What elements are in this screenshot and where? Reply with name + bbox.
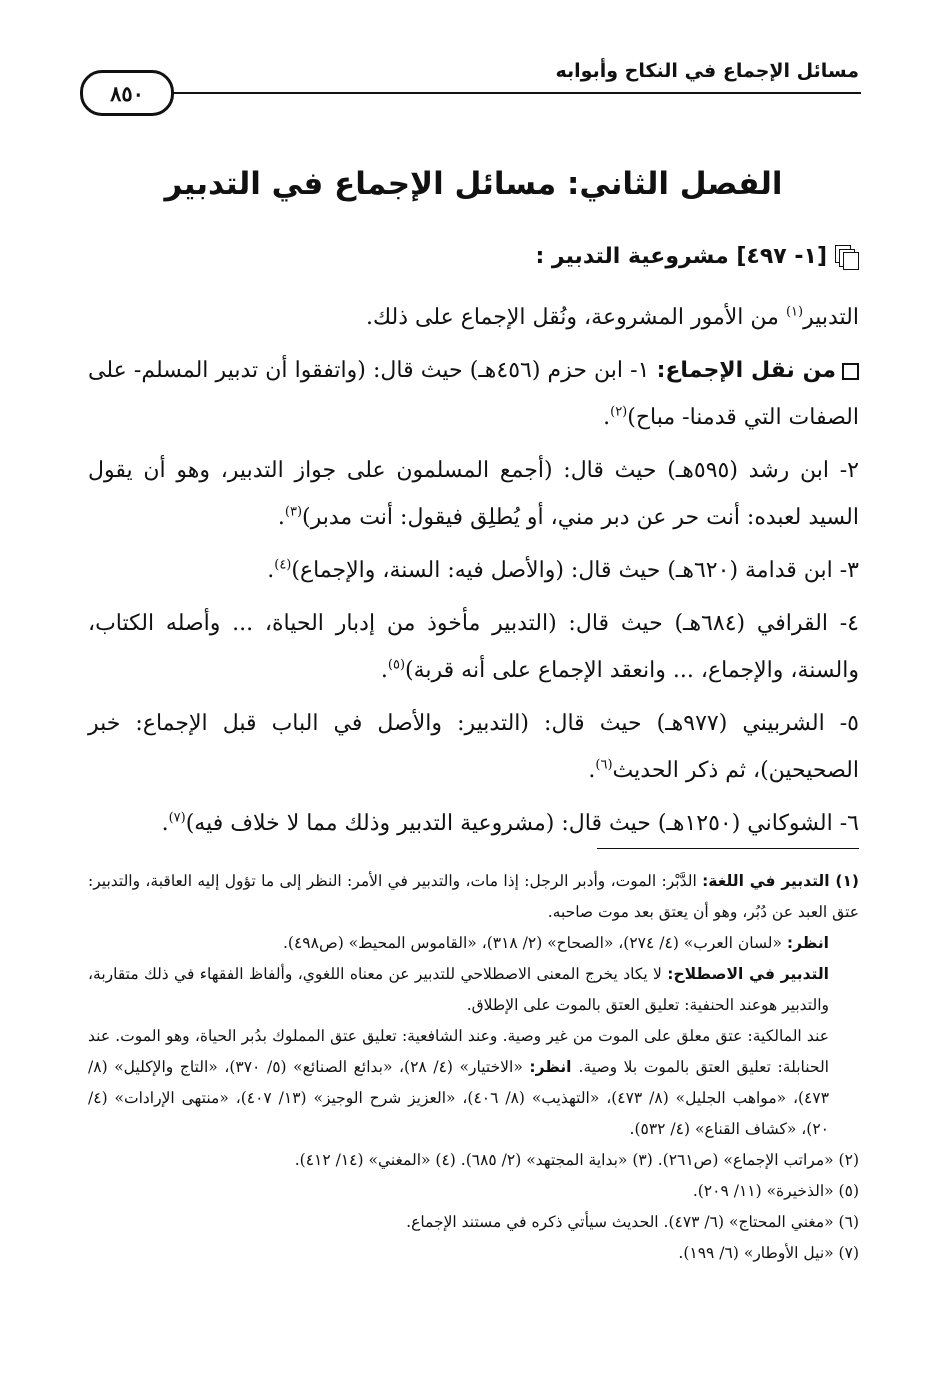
footnote-7: (٧) «نيل الأوطار» (٦/ ١٩٩). [678, 1244, 859, 1262]
full-stop: . [277, 505, 285, 530]
footnote-1-sources [88, 928, 859, 959]
documents-icon [835, 245, 859, 269]
item-4-paragraph [88, 600, 859, 694]
item-1-text: ١- ابن حزم (٤٥٦هـ) حيث قال: (واتفقوا أن تدبير المسلم- على الصفات التي قدمنا- مباح) [88, 358, 859, 430]
footnote-1-text: الدَّبْر: الموت، وأدبر الرجل: إذا مات، والتدبير في الأمر: النظر إلى ما تؤول إليه العاقبة، والتدبير: عتق العبد عن دُبُر، وهو أن يعتق بعد موت صاحبه. [88, 872, 859, 921]
footnote-2-4: (٢) «مراتب الإجماع» (ص٢٦١). (٣) «بداية المجتهد» (٢/ ٦٨٥). (٤) «المغني» (١٤/ ٤١٢). [294, 1151, 859, 1169]
footnote-6: (٦) «مغني المحتاج» (٦/ ٤٧٣). الحديث سيأتي ذكره في مستند الإجماع. [406, 1213, 859, 1231]
item-5-text: ٥- الشربيني (٩٧٧هـ) حيث قال: (التدبير: والأصل في الباب قبل الإجماع: خبر الصحيحين)، ثم ذكر الحديث [88, 711, 859, 783]
chapter-title: الفصل الثاني: مسائل الإجماع في التدبير [164, 166, 783, 202]
footnote-1-schools-text: عند المالكية: عتق معلق على الموت من غير وصية. وعند الشافعية: تعليق عتق المملوك بدُبر الحياة، وهو الموت. عند الحنابلة: تعليق العتق بالموت بلا وصية. [88, 1027, 829, 1076]
intro-paragraph [88, 294, 859, 341]
footnote-1-sources-text: «لسان العرب» (٤/ ٢٧٤)، «الصحاح» (٢/ ٣١٨)، «القاموس المحيط» (ص٤٩٨). [282, 934, 787, 952]
footnote-ref: (٣) [284, 504, 303, 520]
footnote-ref: (٧) [168, 810, 186, 826]
section-heading-text: [١- ٤٩٧] مشروعية التدبير : [535, 244, 827, 269]
full-stop: . [588, 758, 596, 783]
see-label: انظر: [529, 1058, 579, 1076]
footnote-rule [597, 848, 859, 849]
footnote-1 [88, 866, 859, 928]
header-rule [140, 92, 861, 94]
full-stop: . [380, 658, 388, 683]
term-label: التدبير في الاصطلاح: [667, 965, 829, 983]
section-heading [535, 244, 859, 269]
intro-term: التدبير [803, 305, 859, 330]
body-text [88, 294, 859, 853]
footnote-1-term-text: لا يكاد يخرج المعنى الاصطلاحي للتدبير عن معناه اللغوي، وألفاظ الفقهاء في ذلك متقاربة، والتدبير هوعند الحنفية: تعليق العتق بالموت على الإطلاق. [88, 965, 829, 1014]
item-4-text: ٤- القرافي (٦٨٤هـ) حيث قال: (التدبير مأخوذ من إدبار الحياة، ... وأصله الكتاب، والسنة، والإجماع، ... وانعقد الإجماع على أنه قربة) [88, 611, 859, 683]
full-stop: . [603, 405, 611, 430]
intro-rest: من الأمور المشروعة، ونُقل الإجماع على ذلك. [365, 305, 786, 330]
item-2-text: ٢- ابن رشد (٥٩٥هـ) حيث قال: (أجمع المسلمون على جواز التدبير، وهو أن يقول السيد لعبده: أنت حر عن دبر مني، أو يُطلِق فيقول: أنت مدبر) [88, 458, 859, 530]
lead-label: من نقل الإجماع: [656, 358, 836, 383]
item-5-paragraph [88, 700, 859, 794]
item-6-paragraph [88, 800, 859, 847]
footnote-ref: (٤) [274, 557, 292, 573]
item-3-paragraph [88, 547, 859, 594]
item-1-paragraph [88, 347, 859, 441]
footnote-ref: (٥) [387, 657, 406, 673]
full-stop: . [161, 811, 169, 836]
footnote-ref: (٦) [595, 757, 613, 773]
see-label: انظر: [786, 934, 829, 952]
footnote-1-label: (١) التدبير في اللغة: [702, 872, 859, 890]
footnote-5: (٥) «الذخيرة» (١١/ ٢٠٩). [692, 1182, 859, 1200]
item-6-text: ٦- الشوكاني (١٢٥٠هـ) حيث قال: (مشروعية التدبير وذلك مما لا خلاف فيه) [185, 811, 859, 836]
full-stop: . [267, 558, 275, 583]
footnote-1-term [88, 959, 859, 1021]
item-2-paragraph [88, 447, 859, 541]
running-header-title: مسائل الإجماع في النكاح وأبوابه [555, 60, 859, 82]
footnote-1-schools [88, 1021, 859, 1145]
footnotes [88, 866, 859, 1269]
square-bullet-icon [842, 363, 859, 380]
item-3-text: ٣- ابن قدامة (٦٢٠هـ) حيث قال: (والأصل فيه: السنة، والإجماع) [291, 558, 859, 583]
page-number-badge: ٨٥٠ [80, 70, 174, 116]
footnote-1-refs-text: «الاختيار» (٤/ ٢٨)، «بدائع الصنائع» (٥/ ٣٧٠)، «التاج والإكليل» (٨/ ٤٧٣)، «مواهب الجليل» (٨/ ٤٧٣)، «التهذيب» (٨/ ٤٠٦)، «العزيز شرح الوجيز» (١٣/ ٤٠٧)، «منتهى الإرادات» (٤/ ٢٠)، «كشاف القناع» (٤/ ٥٣٢). [88, 1058, 830, 1138]
footnote-ref: (٢) [610, 404, 628, 420]
footnote-ref: (١) [785, 304, 804, 320]
